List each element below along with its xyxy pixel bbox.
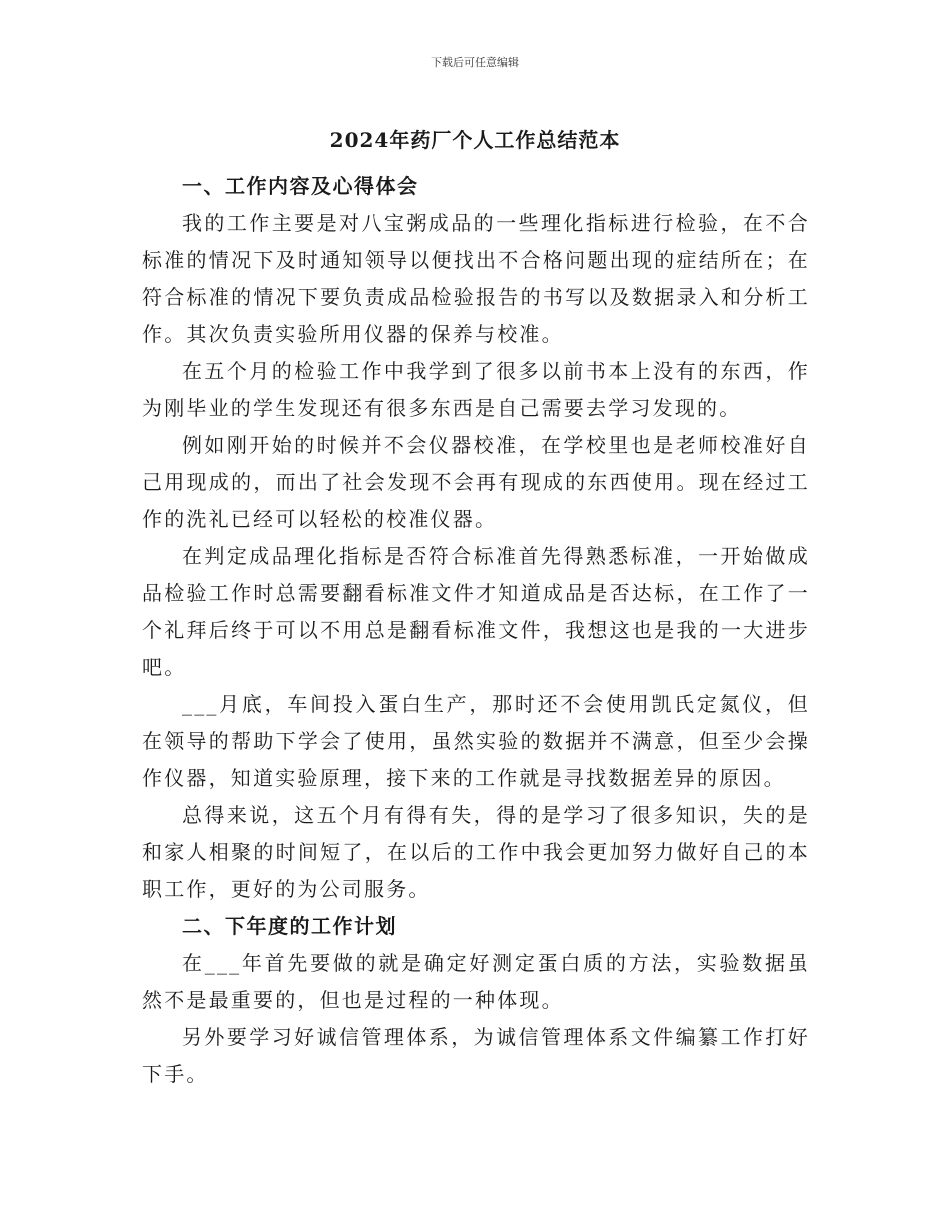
paragraph: 在___年首先要做的就是确定好测定蛋白质的方法，实验数据虽然不是最重要的，但也是过程的一种体现。 [142, 951, 810, 1012]
paragraph: 在判定成品理化指标是否符合标准首先得熟悉标准，一开始做成品检验工作时总需要翻看标准文件才知道成品是否达标，在工作了一个礼拜后终于可以不用总是翻看标准文件，我想这也是我的一大进步吧。 [142, 544, 810, 679]
document-title: 2024年药厂个人工作总结范本 [329, 128, 621, 152]
paragraph: ___月底，车间投入蛋白生产，那时还不会使用凯氏定氮仪，但在领导的帮助下学会了使用，虽然实验的数据并不满意，但至少会操作仪器，知道实验原理，接下来的工作就是寻找数据差异的原因。 [142, 692, 810, 790]
paragraph: 我的工作主要是对八宝粥成品的一些理化指标进行检验，在不合标准的情况下及时通知领导以便找出不合格问题出现的症结所在；在符合标准的情况下要负责成品检验报告的书写以及数据录入和分析工作。其次负责实验所用仪器的保养与校准。 [142, 211, 810, 346]
paragraph: 另外要学习好诚信管理体系，为诚信管理体系文件编纂工作打好下手。 [142, 1025, 810, 1086]
paragraph: 总得来说，这五个月有得有失，得的是学习了很多知识，失的是和家人相聚的时间短了，在以后的工作中我会更加努力做好自己的本职工作，更好的为公司服务。 [142, 803, 810, 901]
section-heading: 一、工作内容及心得体会 [182, 174, 419, 198]
section-heading: 二、下年度的工作计划 [182, 914, 397, 938]
document-body [142, 168, 810, 1093]
header-note: 下载后可任意编辑 [431, 56, 519, 69]
paragraph: 例如刚开始的时候并不会仪器校准，在学校里也是老师校准好自己用现成的，而出了社会发现不会再有现成的东西使用。现在经过工作的洗礼已经可以轻松的校准仪器。 [142, 433, 810, 531]
paragraph: 在五个月的检验工作中我学到了很多以前书本上没有的东西，作为刚毕业的学生发现还有很多东西是自己需要去学习发现的。 [142, 359, 810, 420]
